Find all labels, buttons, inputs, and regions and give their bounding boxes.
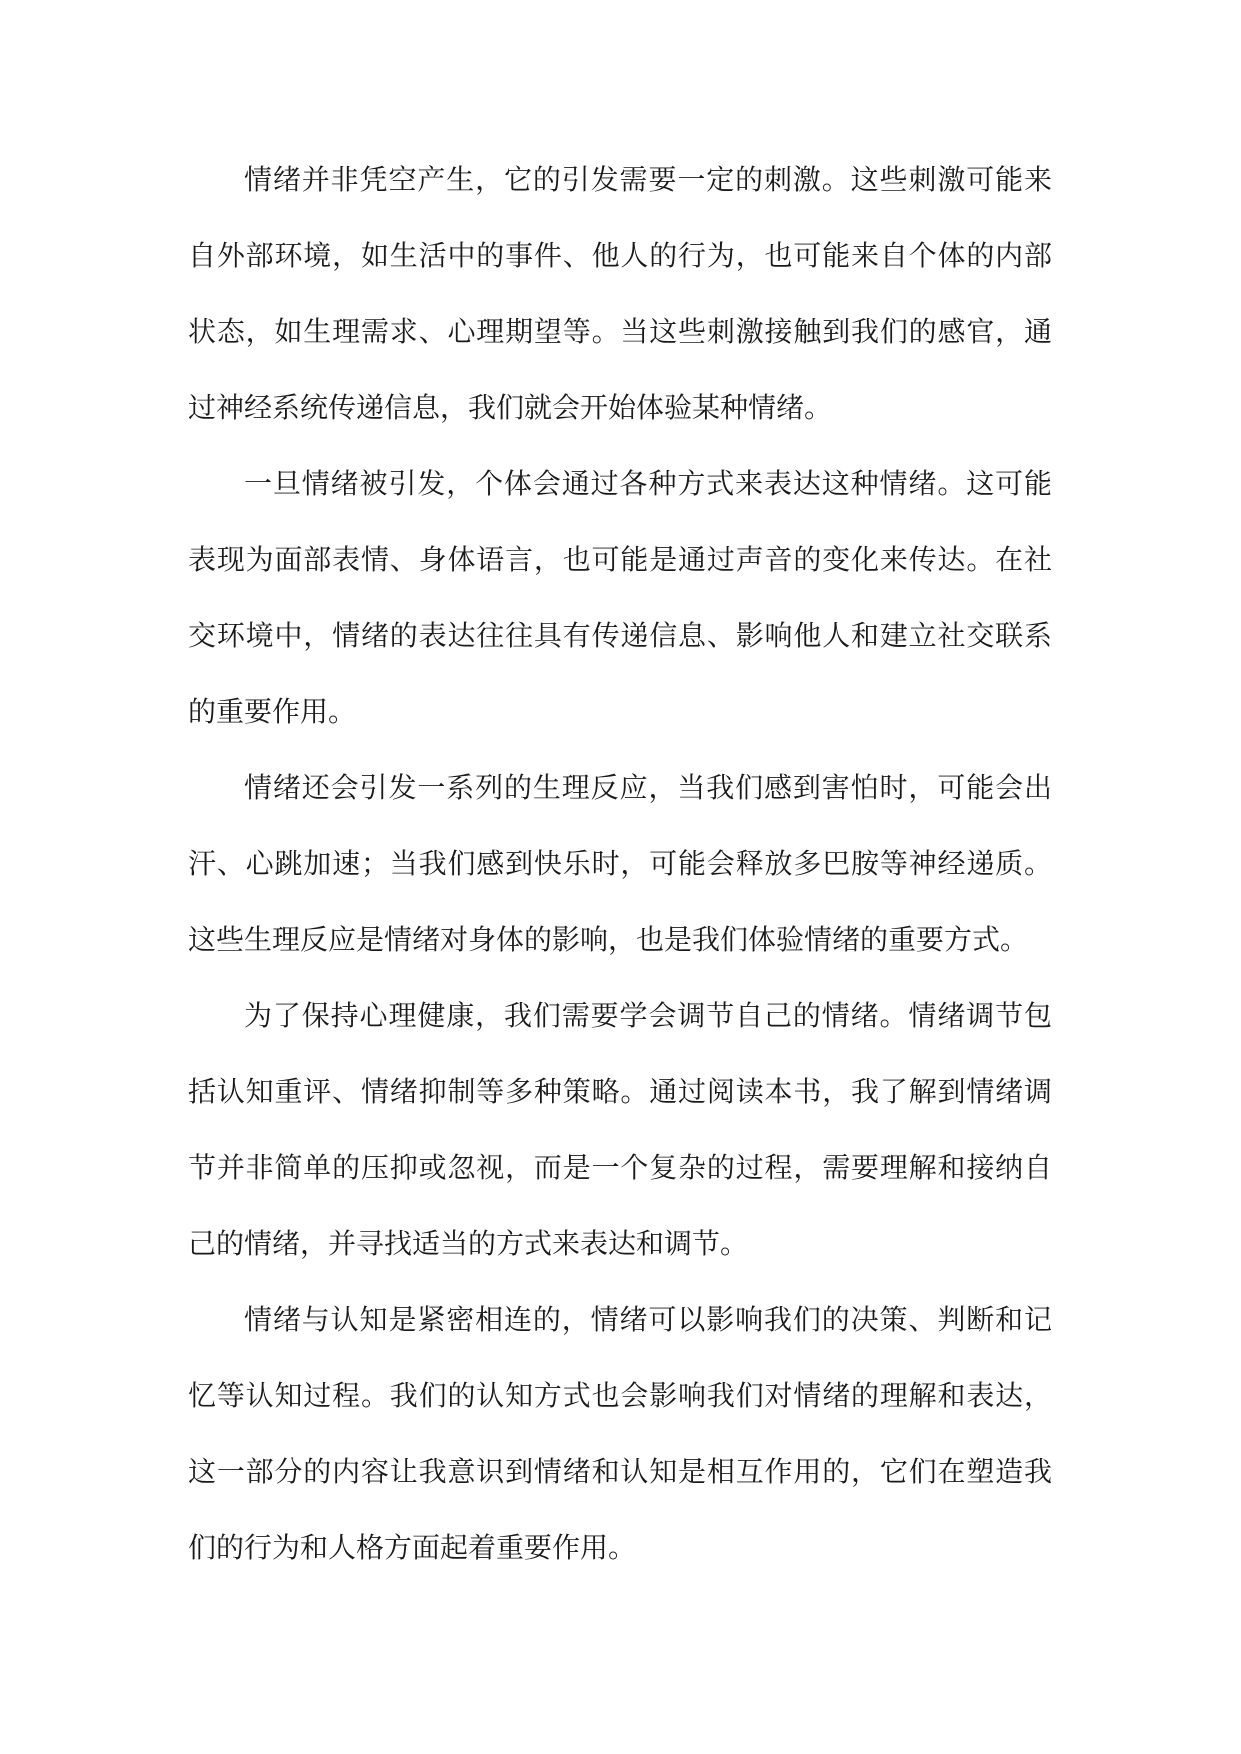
paragraph-physiological-response: 情绪还会引发一系列的生理反应，当我们感到害怕时，可能会出汗、心跳加速；当我们感到快乐时，可能会释放多巴胺等神经递质。这些生理反应是情绪对身体的影响，也是我们体验情绪的重要方式。 bbox=[188, 771, 1052, 956]
document-body bbox=[188, 142, 1052, 1586]
paragraph-emotion-triggers: 情绪并非凭空产生，它的引发需要一定的刺激。这些刺激可能来自外部环境，如生活中的事件、他人的行为，也可能来自个体的内部状态，如生理需求、心理期望等。当这些刺激接触到我们的感官，通过神经系统传递信息，我们就会开始体验某种情绪。 bbox=[188, 163, 1052, 424]
paragraph-emotion-cognition: 情绪与认知是紧密相连的，情绪可以影响我们的决策、判断和记忆等认知过程。我们的认知方式也会影响我们对情绪的理解和表达，这一部分的内容让我意识到情绪和认知是相互作用的，它们在塑造我们的行为和人格方面起着重要作用。 bbox=[188, 1303, 1052, 1564]
paragraph-emotion-expression: 一旦情绪被引发，个体会通过各种方式来表达这种情绪。这可能表现为面部表情、身体语言，也可能是通过声音的变化来传达。在社交环境中，情绪的表达往往具有传递信息、影响他人和建立社交联系的重要作用。 bbox=[188, 467, 1052, 728]
paragraph-emotion-regulation: 为了保持心理健康，我们需要学会调节自己的情绪。情绪调节包括认知重评、情绪抑制等多种策略。通过阅读本书，我了解到情绪调节并非简单的压抑或忽视，而是一个复杂的过程，需要理解和接纳自己的情绪，并寻找适当的方式来表达和调节。 bbox=[188, 999, 1052, 1260]
